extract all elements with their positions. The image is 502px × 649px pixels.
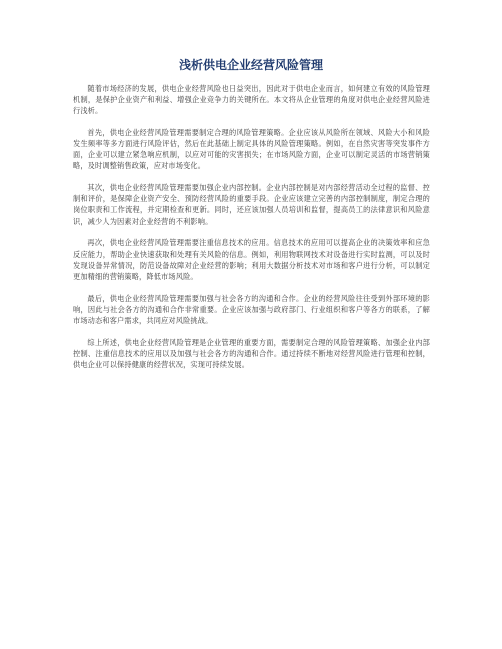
paragraph-information-technology: 再次，供电企业经营风险管理需要注重信息技术的应用。信息技术的应用可以提高企业的决策效率和应急反应能力，帮助企业快速获取和处理有关风险的信息。例如，利用物联网技术对设备进行实时监测，可以及时发现设备异常情况，防范设备故障对企业经营的影响；利用大数据分析技术对市场和客户进行分析，可以制定更加精细的营销策略，降低市场风险。 xyxy=(73,238,430,281)
paragraph-strategy: 首先，供电企业经营风险管理需要制定合理的风险管理策略。企业应该从风险所在领域、风险大小和风险发生频率等多方面进行风险评估，然后在此基础上制定具体的风险管理策略。例如，在自然灾害等突发事件方面，企业可以建立紧急响应机制，以应对可能的灾害损失；在市场风险方面，企业可以制定灵活的市场营销策略，及时调整销售政策，应对市场变化。 xyxy=(73,128,430,171)
document-body xyxy=(73,83,430,381)
paragraph-communication: 最后，供电企业经营风险管理需要加强与社会各方的沟通和合作。企业的经营风险往往受到外部环境的影响，因此与社会各方的沟通和合作非常重要。企业应该加强与政府部门、行业组织和客户等各方的联系，了解市场动态和客户需求，共同应对风险挑战。 xyxy=(73,293,430,325)
document-title: 浅析供电企业经营风险管理 xyxy=(178,58,323,72)
paragraph-conclusion: 综上所述，供电企业经营风险管理是企业管理的重要方面，需要制定合理的风险管理策略、加强企业内部控制、注重信息技术的应用以及加强与社会各方的沟通和合作。通过持续不断地对经营风险进行管理和控制，供电企业可以保持健康的经营状况，实现可持续发展。 xyxy=(73,337,430,369)
paragraph-internal-control: 其次，供电企业经营风险管理需要加强企业内部控制。企业内部控制是对内部经营活动全过程的监督、控制和评价，是保障企业资产安全、预防经营风险的重要手段。企业应该建立完善的内部控制制度，制定合理的岗位职责和工作流程，并定期检查和更新。同时，还应该加强人员培训和监督，提高员工的法律意识和风险意识，减少人为因素对企业经营的不利影响。 xyxy=(73,183,430,226)
paragraph-intro: 随着市场经济的发展，供电企业经营风险也日益突出，因此对于供电企业而言，如何建立有效的风险管理机制，是保护企业资产和利益、增强企业竞争力的关键所在。本文将从企业管理的角度对供电企业经营风险进行浅析。 xyxy=(73,84,430,116)
